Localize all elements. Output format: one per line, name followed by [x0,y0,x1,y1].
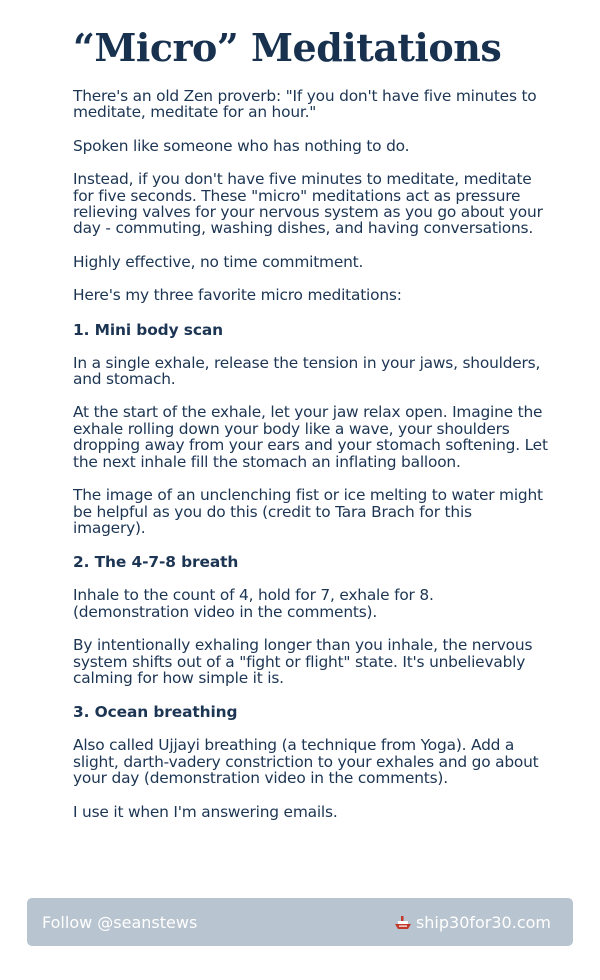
paragraph-effective: Highly effective, no time commitment. [73,252,364,271]
body-scan-paragraph: At the start of the exhale, let your jaw relax open. Imagine the exhale rolling down your body like a wave, your shoulders dropping away from your ears and your stomach softening. Let the next inhale fill the stomach an inflating balloon. [73,403,548,471]
section-heading-478-breath: 2. The 4-7-8 breath [73,553,239,572]
page-title: “Micro” Meditations [73,25,502,70]
follow-link[interactable]: Follow @seanstews [42,912,198,932]
ocean-paragraph: I use it when I'm answering emails. [73,802,338,821]
breath-paragraph: By intentionally exhaling longer than you inhale, the nervous system shifts out of a "fight or flight" state. It's unbelievably calming for how simple it is. [73,636,533,687]
paragraph-intro: There's an old Zen proverb: "If you don't have five minutes to meditate, meditate for an hour." [73,87,537,122]
site-label: ship30for30.com [415,912,551,932]
ship-icon [394,913,412,931]
breath-paragraph: Inhale to the count of 4, hold for 7, exhale for 8. (demonstration video in the comments). [73,586,434,621]
section-heading-body-scan: 1. Mini body scan [73,320,224,339]
body-scan-paragraph: The image of an unclenching fist or ice melting to water might be helpful as you do this (credit to Tara Brach for this imagery). [73,486,543,537]
paragraph-favorites: Here's my three favorite micro meditations: [73,286,402,305]
section-heading-ocean-breathing: 3. Ocean breathing [73,703,238,722]
footer-bar [27,898,573,946]
paragraph-spoken: Spoken like someone who has nothing to do. [73,136,410,155]
article [73,24,548,837]
paragraph-instead: Instead, if you don't have five minutes to meditate, meditate for five seconds. These "micro" meditations act as pressure relieving valves for your nervous system as you go about your day - commuting, washing dishes, and having conversations. [73,170,543,238]
body-scan-paragraph: In a single exhale, release the tension in your jaws, shoulders, and stomach. [73,353,541,389]
site-link[interactable] [394,913,551,932]
ocean-paragraph: Also called Ujjayi breathing (a technique from Yoga). Add a slight, darth-vadery constriction to your exhales and go about your day (demonstration video in the comments). [73,736,539,788]
